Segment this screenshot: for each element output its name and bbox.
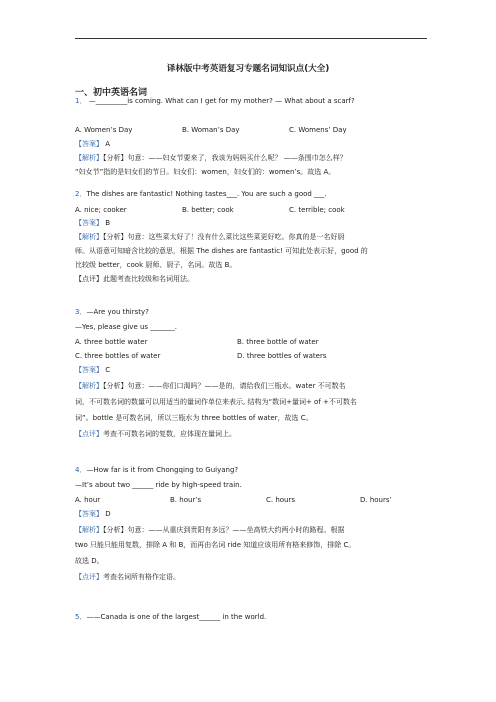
question-1-stem: 1． —_________is coming. What can I get for my mother? — What about a scarf? <box>75 97 355 105</box>
question-2-answer: 【答案】 B <box>75 219 111 227</box>
document-title: 译林版中考英语复习专题名词知识点(大全) <box>166 64 330 74</box>
question-3-answer: 【答案】 C <box>75 366 111 374</box>
question-3-comment: 【点评】考查不可数名词的复数，应体现在量词上。 <box>75 430 236 438</box>
question-3-stem-line-1: 3．—Are you thirsty? <box>75 308 149 316</box>
question-4-comment: 【点评】考查名词所有格作定语。 <box>75 573 180 581</box>
question-1-analysis-line-1: 【解析】【分析】句意：——妇女节要来了，我该为妈妈买什么呢？ ——条围巾怎么样？ <box>75 154 347 162</box>
question-2-analysis-line-2: 师。从语意可知暗含比较的意思，根据 The dishes are fantastic! 可知此处表示好，good 的 <box>75 247 368 255</box>
question-3-stem-line-2: —Yes, please give us _______. <box>75 323 178 331</box>
document-page: 译林版中考英语复习专题名词知识点(大全) 一、初中英语名词 1． —_________is coming. What can I get for my mother? — What about a scarf? A. Women’s Day B. Woman’s Day C. Womens’ Day 【答案】 A 【解析】【分析】句意：——妇女节要来了，我该为妈妈买什么呢？ ——条围巾怎么样？ “妇女节”指的是妇女们的节日。妇女们：women，妇女们的：women’s。故选 A。 2．The dishes are fantastic! Nothing tastes___. You are such a good ___. A. nice; cooker B. better; cook C. terrible; cook 【答案】 B 【解析】【分析】句意：这些菜太好了！没有什么菜比这些菜更好吃。你真的是一名好厨 师。从语意可知暗含比较的意思，根据 The dishes are fantastic! 可知此处表示好，good 的 比较级 better，cook 厨师、厨子，名词。故选 B。 【点评】此题考查比较级和名词用法。 3．—Are you thirsty? —Yes, please give us _______. A. three bottle water B. three bottle of water C. three bottles of water D. three bottles of waters 【答案】 C 【解析】【分析】句意：——你们口渴吗？——是的，请给我们三瓶水。water 不可数名 词，不可数名词的数量可以用适当的量词作单位来表示, 结构为“数词+量词+ of +不可数名 词”。bottle 是可数名词，所以三瓶水为 three bottles of water，故选 C。 【点评】考查不可数名词的复数，应体现在量词上。 4．—How far is it from Chongqing to Guiyang? —It’s about two ______ ride by high-speed train. A. hour B. hour’s C. hours D. hours’ 【答案】 D 【解析】【分析】句意：——从重庆到贵阳有多远？——坐高铁大约两小时的路程。根据 two 只能只能用复数，排除 A 和 B，而再由名词 ride 知道应该用所有格来修饰，排除 C。 故选 D。 【点评】考查名词所有格作定语。 5．——Canada is one of the largest______ in the world. <box>0 0 496 702</box>
question-2-stem: 2．The dishes are fantastic! Nothing tastes___. You are such a good ___. <box>75 190 327 198</box>
question-4-analysis-line-2: two 只能只能用复数，排除 A 和 B，而再由名词 ride 知道应该用所有格来修饰，排除 C。 <box>75 541 356 549</box>
question-1-analysis-line-2: “妇女节”指的是妇女们的节日。妇女们：women，妇女们的：women’s。故选 A。 <box>75 168 336 176</box>
question-4-answer: 【答案】 D <box>75 510 111 518</box>
question-2-analysis-line-3: 比较级 better，cook 厨师、厨子，名词。故选 B。 <box>75 261 237 269</box>
question-4-stem-line-1: 4．—How far is it from Chongqing to Guiyang? <box>75 466 239 474</box>
question-4-analysis-line-3: 故选 D。 <box>75 557 104 565</box>
question-1-answer: 【答案】 A <box>75 140 111 148</box>
question-3-analysis-line-2: 词，不可数名词的数量可以用适当的量词作单位来表示, 结构为“数词+量词+ of +不可数名 <box>75 398 357 406</box>
header-rule <box>75 38 427 39</box>
question-4-analysis-line-1: 【解析】【分析】句意：——从重庆到贵阳有多远？——坐高铁大约两小时的路程。根据 <box>75 526 345 534</box>
question-2-comment: 【点评】此题考查比较级和名词用法。 <box>75 275 194 283</box>
question-4-stem-line-2: —It’s about two ______ ride by high-speed train. <box>75 481 242 489</box>
question-5-stem: 5．——Canada is one of the largest______ in the world. <box>75 613 267 621</box>
question-2-analysis-line-1: 【解析】【分析】句意：这些菜太好了！没有什么菜比这些菜更好吃。你真的是一名好厨 <box>75 233 345 241</box>
section-heading: 一、初中英语名词 <box>75 88 148 98</box>
question-3-analysis-line-1: 【解析】【分析】句意：——你们口渴吗？——是的，请给我们三瓶水。water 不可数名 <box>75 382 346 390</box>
question-3-analysis-line-3: 词”。bottle 是可数名词，所以三瓶水为 three bottles of water，故选 C。 <box>75 414 313 422</box>
